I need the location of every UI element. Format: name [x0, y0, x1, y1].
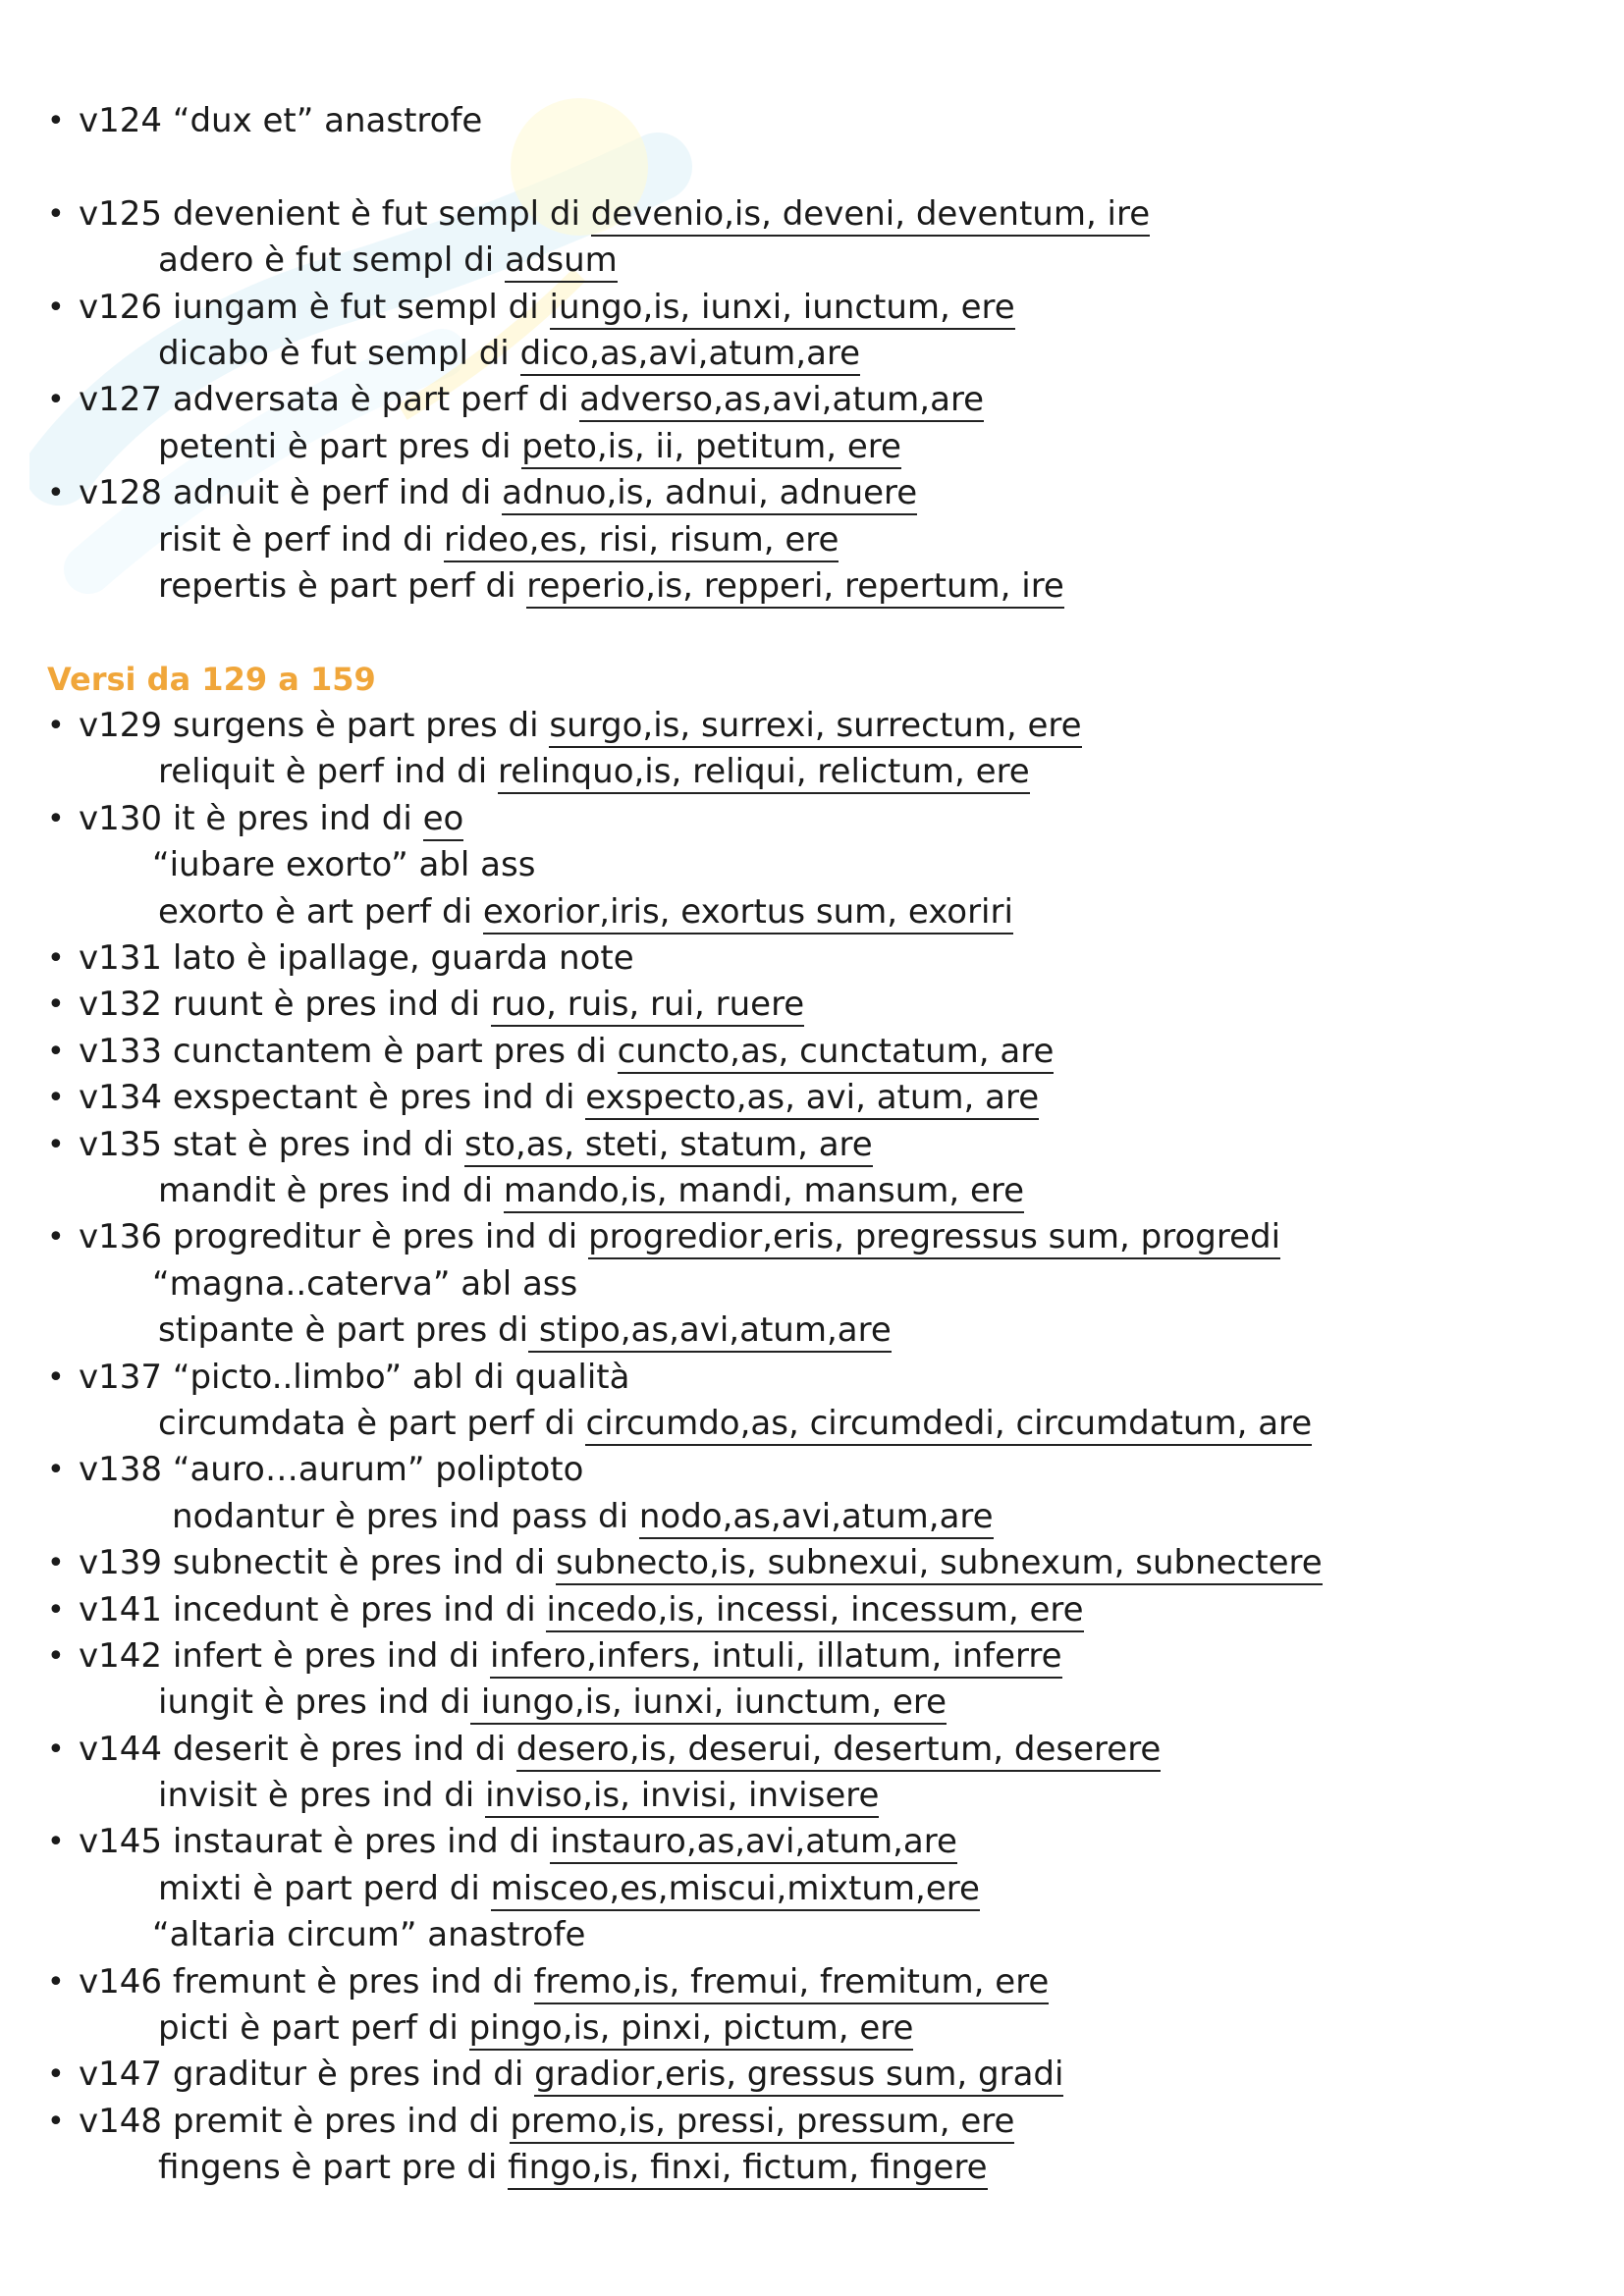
note-line	[47, 1587, 1579, 1633]
bullet-icon: •	[47, 1964, 65, 2000]
note-label: iungit è pres ind di	[158, 1682, 471, 1723]
note-label: v124 “dux et” anastrofe	[79, 101, 483, 140]
note-line	[47, 2052, 1579, 2098]
note-text	[79, 703, 1082, 749]
note-label: dicabo è fut sempl di	[158, 333, 520, 373]
note-label: v146 fremunt è pres ind di	[79, 1961, 534, 2002]
note-text	[158, 238, 618, 284]
note-label: v136 progreditur è pres ind di	[79, 1217, 589, 1257]
note-line	[47, 285, 1579, 331]
verb-paradigm: peto,is, ii, petitum, ere	[521, 427, 901, 469]
verb-paradigm: circumdo,as, circumdedi, circumdatum, are	[585, 1404, 1312, 1446]
note-text	[79, 1029, 1054, 1075]
note-text	[158, 1773, 879, 1819]
note-label: petenti è part pres di	[158, 426, 522, 466]
verb-paradigm: iungo,is, iunxi, iunctum, ere	[470, 1682, 947, 1725]
verb-paradigm: infero,infers, intuli, illatum, inferre	[490, 1636, 1062, 1679]
verb-paradigm: adnuo,is, adnui, adnuere	[502, 473, 917, 515]
note-line	[47, 796, 1579, 842]
note-line	[47, 1401, 1579, 1447]
note-text	[79, 1727, 1161, 1773]
note-line	[47, 2099, 1579, 2145]
note-line	[47, 1075, 1579, 1121]
note-text	[158, 563, 1064, 610]
note-label: picti è part perf di	[158, 2008, 469, 2049]
note-text	[152, 1912, 585, 1958]
verb-paradigm: reperio,is, repperi, repertum, ire	[526, 566, 1064, 609]
section-title: Versi da 129 a 159	[47, 660, 376, 698]
note-text	[79, 1540, 1323, 1586]
blank-line	[47, 610, 1579, 656]
verb-paradigm: ruo, ruis, rui, ruere	[491, 985, 804, 1027]
note-line	[47, 1494, 1579, 1540]
note-line	[47, 1680, 1579, 1726]
bullet-icon: •	[47, 383, 65, 418]
bullet-icon: •	[47, 196, 65, 232]
note-text	[79, 377, 984, 423]
note-line	[47, 2005, 1579, 2052]
note-line	[47, 1959, 1579, 2005]
bullet-icon: •	[47, 2057, 65, 2093]
note-text	[79, 1959, 1049, 2005]
bullet-icon: •	[47, 1638, 65, 1674]
verb-paradigm: incedo,is, incessi, incessum, ere	[546, 1590, 1083, 1632]
note-text	[158, 1866, 980, 1912]
note-line	[47, 517, 1579, 563]
bullet-icon: •	[47, 476, 65, 511]
verb-paradigm: dico,as,avi,atum,are	[520, 334, 861, 376]
note-text	[158, 749, 1030, 795]
bullet-icon: •	[47, 941, 65, 977]
note-text	[79, 1214, 1280, 1260]
note-text	[158, 889, 1013, 935]
note-text	[158, 517, 839, 563]
note-text	[79, 1587, 1084, 1633]
verb-paradigm: desero,is, deserui, desertum, deserere	[516, 1730, 1162, 1772]
note-label: reliquit è perf ind di	[158, 752, 498, 792]
bullet-icon: •	[47, 1592, 65, 1628]
note-line	[47, 1122, 1579, 1168]
note-text	[158, 424, 901, 470]
note-label: v126 iungam è fut sempl di	[79, 287, 550, 327]
note-line	[47, 1773, 1579, 1819]
note-line	[47, 1308, 1579, 1354]
note-line	[47, 982, 1579, 1028]
note-label: “iubare exorto” abl ass	[152, 845, 536, 885]
bullet-icon: •	[47, 1360, 65, 1395]
bullet-icon: •	[47, 988, 65, 1023]
note-label: v128 adnuit è perf ind di	[79, 473, 503, 513]
note-text	[79, 1819, 957, 1865]
note-text	[79, 796, 463, 842]
verb-paradigm: cuncto,as, cunctatum, are	[618, 1032, 1055, 1074]
note-text	[79, 1075, 1039, 1121]
note-label: v127 adversata è part perf di	[79, 380, 580, 420]
bullet-icon: •	[47, 104, 65, 138]
bullet-icon: •	[47, 1127, 65, 1162]
bullet-icon: •	[47, 1034, 65, 1069]
note-label: v142 infert è pres ind di	[79, 1635, 491, 1676]
verb-paradigm: gradior,eris, gressus sum, gradi	[534, 2055, 1063, 2097]
verb-paradigm: exorior,iris, exortus sum, exoriri	[483, 892, 1013, 934]
verb-paradigm: rideo,es, risi, risum, ere	[444, 520, 839, 562]
note-text	[79, 285, 1015, 331]
blank-line	[47, 144, 1579, 190]
note-label: circumdata è part perf di	[158, 1403, 586, 1443]
note-text	[79, 1355, 629, 1401]
bullet-icon: •	[47, 290, 65, 325]
note-text	[79, 1447, 583, 1493]
verb-paradigm: subnecto,is, subnexui, subnexum, subnectere	[556, 1543, 1323, 1585]
note-line	[47, 1447, 1579, 1493]
note-line	[47, 842, 1579, 888]
note-line	[47, 1214, 1579, 1260]
note-text	[79, 191, 1150, 238]
verb-paradigm: exspecto,as, avi, atum, are	[585, 1078, 1039, 1120]
note-line	[47, 98, 1579, 144]
note-text	[152, 842, 535, 888]
verb-paradigm: fremo,is, fremui, fremitum, ere	[534, 1962, 1050, 2004]
note-line	[47, 563, 1579, 610]
notes-list	[47, 98, 1579, 2192]
note-label: v148 premit è pres ind di	[79, 2101, 511, 2141]
note-text	[158, 2005, 913, 2052]
note-label: adero è fut sempl di	[158, 240, 505, 281]
verb-paradigm: progredior,eris, pregressus sum, progredi	[588, 1217, 1280, 1259]
note-label: “altaria circum” anastrofe	[152, 1915, 586, 1955]
bullet-icon: •	[47, 1081, 65, 1116]
note-label: repertis è part perf di	[158, 565, 527, 606]
verb-paradigm: mando,is, mandi, mansum, ere	[504, 1171, 1024, 1213]
note-line	[47, 1633, 1579, 1680]
note-label: mandit è pres ind di	[158, 1170, 504, 1210]
note-line	[47, 1727, 1579, 1773]
note-label: v137 “picto..limbo” abl di qualità	[79, 1357, 630, 1397]
note-text	[158, 1168, 1024, 1214]
note-line	[47, 470, 1579, 516]
bullet-icon: •	[47, 1220, 65, 1255]
note-text	[79, 1633, 1062, 1680]
verb-paradigm: devenio,is, deveni, deventum, ire	[591, 194, 1150, 237]
note-text	[158, 1680, 947, 1726]
note-line	[47, 1819, 1579, 1865]
verb-paradigm: surgo,is, surrexi, surrectum, ere	[549, 706, 1081, 748]
note-label: stipante è part pres di	[158, 1310, 529, 1351]
note-text	[79, 2099, 1014, 2145]
note-line	[47, 1261, 1579, 1308]
note-line	[47, 1168, 1579, 1214]
note-line	[47, 424, 1579, 470]
verb-paradigm: adverso,as,avi,atum,are	[579, 380, 984, 422]
note-text	[79, 470, 917, 516]
note-line	[47, 749, 1579, 795]
note-text	[158, 331, 860, 377]
note-text	[172, 1494, 994, 1540]
note-text	[79, 935, 634, 982]
verb-paradigm: sto,as, steti, statum, are	[464, 1125, 873, 1167]
bullet-icon: •	[47, 709, 65, 744]
note-label: “magna..caterva” abl ass	[152, 1263, 578, 1304]
note-label: fingens è part pre di	[158, 2148, 509, 2188]
note-label: v131 lato è ipallage, guarda note	[79, 938, 634, 979]
note-label: risit è perf ind di	[158, 519, 444, 560]
note-text	[79, 982, 804, 1028]
note-line	[47, 935, 1579, 982]
verb-paradigm: misceo,es,miscui,mixtum,ere	[491, 1869, 980, 1911]
bullet-icon: •	[47, 801, 65, 836]
note-line	[47, 1912, 1579, 1958]
note-label: v138 “auro…aurum” poliptoto	[79, 1450, 584, 1490]
note-label: v133 cunctantem è part pres di	[79, 1031, 618, 1071]
note-label: v139 subnectit è pres ind di	[79, 1543, 556, 1583]
note-line	[47, 2145, 1579, 2191]
note-label: v141 incedunt è pres ind di	[79, 1589, 547, 1629]
bullet-icon: •	[47, 2104, 65, 2139]
verb-paradigm: inviso,is, invisi, invisere	[485, 1776, 879, 1818]
note-label: v135 stat è pres ind di	[79, 1124, 465, 1164]
bullet-icon: •	[47, 1546, 65, 1581]
verb-paradigm: iungo,is, iunxi, iunctum, ere	[550, 288, 1015, 330]
verb-paradigm: fingo,is, finxi, fictum, fingere	[508, 2148, 987, 2190]
note-text	[152, 1261, 577, 1308]
note-line	[47, 889, 1579, 935]
note-text	[79, 1122, 873, 1168]
verb-paradigm: instauro,as,avi,atum,are	[550, 1822, 956, 1864]
verb-paradigm: adsum	[505, 240, 618, 283]
note-line	[47, 377, 1579, 423]
note-label: invisit è pres ind di	[158, 1776, 486, 1816]
note-label: exorto è art perf di	[158, 891, 483, 932]
note-line	[47, 1355, 1579, 1401]
note-label: v129 surgens è part pres di	[79, 706, 550, 746]
note-label: v132 ruunt è pres ind di	[79, 985, 491, 1025]
note-text	[158, 1401, 1312, 1447]
note-text	[158, 1308, 892, 1354]
note-label: v134 exspectant è pres ind di	[79, 1078, 586, 1118]
note-line	[47, 1029, 1579, 1075]
note-line	[47, 238, 1579, 284]
note-line	[47, 191, 1579, 238]
note-label: v125 devenient è fut sempl di	[79, 193, 591, 234]
verb-paradigm: nodo,as,avi,atum,are	[639, 1497, 994, 1539]
bullet-icon: •	[47, 1732, 65, 1767]
note-label: nodantur è pres ind pass di	[172, 1496, 639, 1536]
verb-paradigm: premo,is, pressi, pressum, ere	[510, 2102, 1014, 2144]
note-label: v144 deserit è pres ind di	[79, 1729, 516, 1769]
note-text	[158, 2145, 988, 2191]
note-line	[47, 703, 1579, 749]
note-text	[79, 98, 482, 144]
note-label: mixti è part perd di	[158, 1868, 491, 1908]
verb-paradigm: eo	[423, 799, 464, 841]
note-line	[47, 1540, 1579, 1586]
bullet-icon: •	[47, 1825, 65, 1860]
note-text	[79, 2052, 1063, 2098]
note-line	[47, 1866, 1579, 1912]
note-label: v145 instaurat è pres ind di	[79, 1822, 551, 1862]
verb-paradigm: relinquo,is, reliqui, relictum, ere	[498, 752, 1030, 794]
note-label: v147 graditur è pres ind di	[79, 2055, 535, 2095]
bullet-icon: •	[47, 1453, 65, 1488]
note-line	[47, 331, 1579, 377]
verb-paradigm: pingo,is, pinxi, pictum, ere	[469, 2008, 914, 2051]
verb-paradigm: stipo,as,avi,atum,are	[528, 1310, 892, 1353]
note-label: v130 it è pres ind di	[79, 798, 423, 838]
